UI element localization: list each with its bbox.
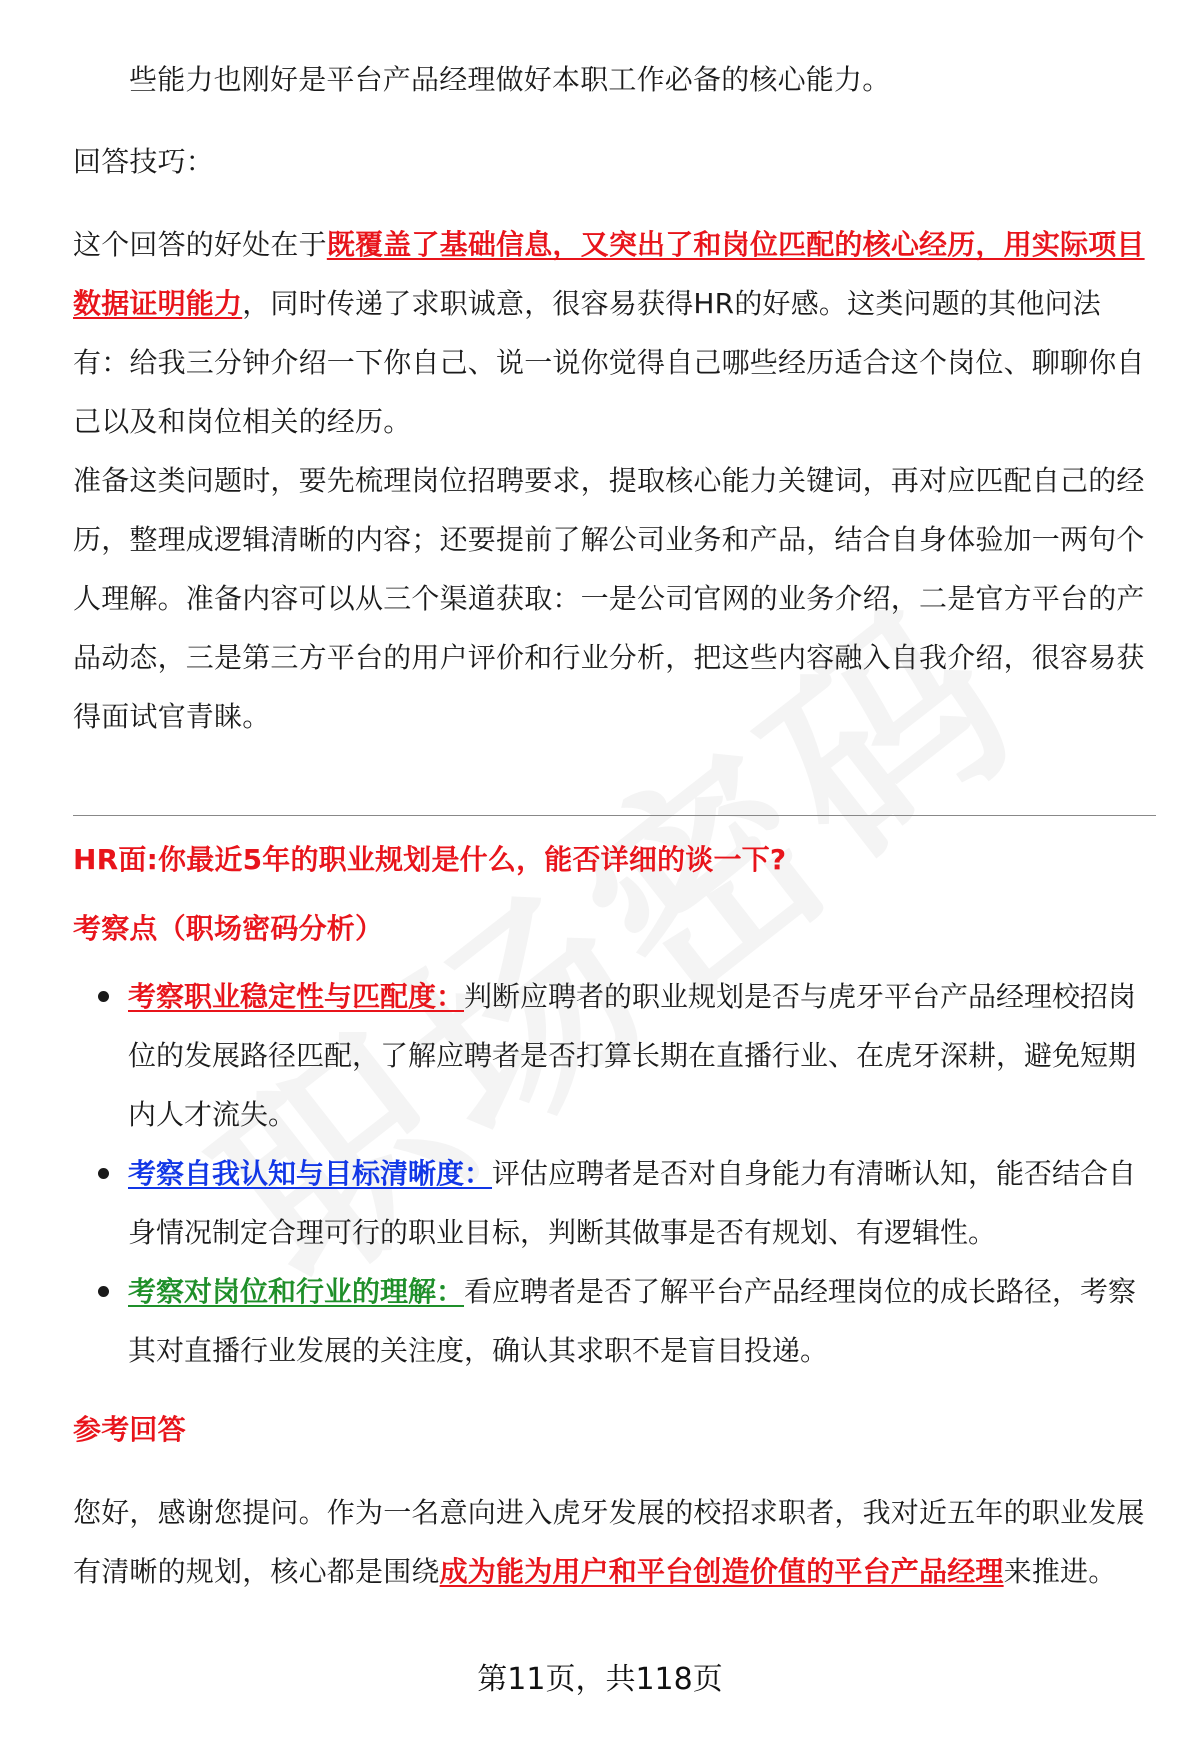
reference-text-after: 来推进。 bbox=[1003, 1555, 1117, 1588]
bullet-icon bbox=[98, 991, 109, 1002]
page-content bbox=[73, 50, 1148, 746]
bullet-icon bbox=[98, 1286, 109, 1297]
section-divider bbox=[73, 815, 1156, 816]
assessment-title: 考察点（职场密码分析） bbox=[73, 912, 384, 945]
intro-continuation: 些能力也刚好是平台产品经理做好本职工作必备的核心能力。 bbox=[129, 63, 891, 96]
assessment-label: 考察职业稳定性与匹配度： bbox=[128, 980, 465, 1013]
assessment-text: 判断应聘者的职业规划是否与虎牙平台产品经理校招岗位的发展路径匹配，了解应聘者是否打算长期在直播行业、在虎牙深耕，避免短期内人才流失。 bbox=[128, 980, 1137, 1131]
bullet-icon bbox=[98, 1168, 109, 1179]
assessment-text: 看应聘者是否了解平台产品经理岗位的成长路径，考察其对直播行业发展的关注度，确认其求职不是盲目投递。 bbox=[128, 1275, 1137, 1367]
assessment-item bbox=[73, 1262, 1148, 1380]
reference-highlight: 成为能为用户和平台创造价值的平台产品经理 bbox=[439, 1555, 1004, 1588]
reference-text-before: 您好，感谢您提问。作为一名意向进入虎牙发展的校招求职者，我对近五年的职业发展有清晰的规划，核心都是围绕 bbox=[73, 1496, 1145, 1588]
assessment-list bbox=[73, 967, 1148, 1380]
page-number: 第11页，共118页 bbox=[477, 1662, 723, 1697]
tips-paragraph-1 bbox=[73, 215, 1148, 451]
tips-paragraph-2: 准备这类问题时，要先梳理岗位招聘要求，提取核心能力关键词，再对应匹配自己的经历，整理成逻辑清晰的内容；还要提前了解公司业务和产品，结合自身体验加一两句个人理解。准备内容可以从三个渠道获取：一是公司官网的业务介绍，二是官方平台的产品动态，三是第三方平台的用户评价和行业分析，把这些内容融入自我介绍，很容易获得面试官青睐。 bbox=[73, 464, 1145, 733]
reference-paragraph bbox=[73, 1483, 1148, 1601]
question-heading: HR面:你最近5年的职业规划是什么，能否详细的谈一下? bbox=[73, 843, 787, 876]
reference-title: 参考回答 bbox=[73, 1413, 186, 1446]
tips-text-after: ，同时传递了求职诚意，很容易获得HR的好感。这类问题的其他问法有：给我三分钟介绍一下你自己、说一说你觉得自己哪些经历适合这个岗位、聊聊你自己以及和岗位相关的经历。 bbox=[73, 287, 1145, 438]
assessment-label: 考察自我认知与目标清晰度： bbox=[128, 1157, 493, 1190]
question-section bbox=[73, 830, 1148, 1601]
tips-text-before: 这个回答的好处在于 bbox=[73, 228, 327, 261]
assessment-label: 考察对岗位和行业的理解： bbox=[128, 1275, 465, 1308]
tips-highlight: 既覆盖了基础信息，又突出了和岗位匹配的核心经历，用实际项目数据证明能力 bbox=[73, 228, 1145, 320]
tips-label: 回答技巧： bbox=[73, 145, 215, 178]
assessment-item bbox=[73, 967, 1148, 1144]
assessment-text: 评估应聘者是否对自身能力有清晰认知，能否结合自身情况制定合理可行的职业目标，判断其做事是否有规划、有逻辑性。 bbox=[128, 1157, 1137, 1249]
assessment-item bbox=[73, 1144, 1148, 1262]
